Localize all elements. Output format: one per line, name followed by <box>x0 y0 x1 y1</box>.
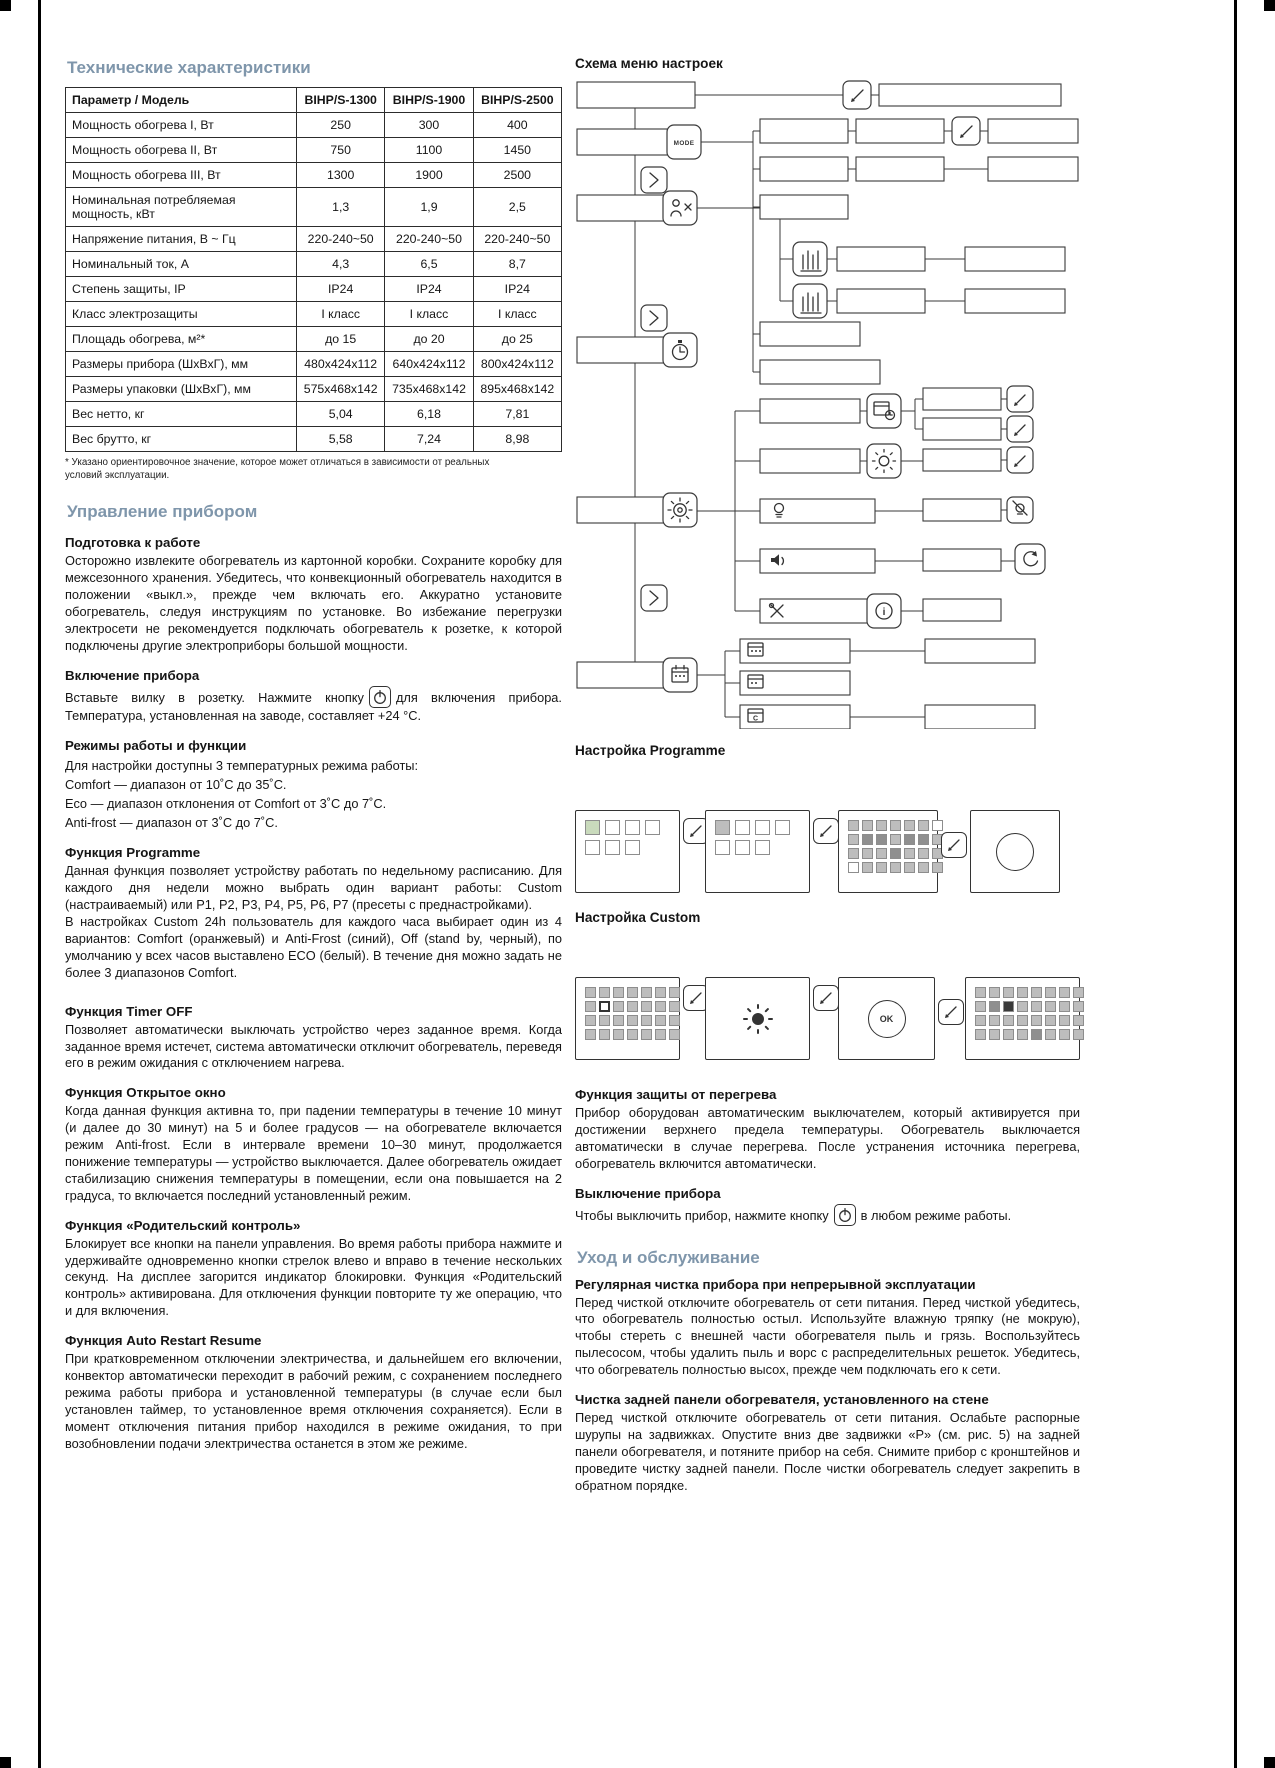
section-title-open-window: Функция Открытое окно <box>65 1085 226 1101</box>
param-label: Вес брутто, кг <box>66 427 297 452</box>
menu-node <box>760 449 860 473</box>
menu-node <box>856 119 944 143</box>
menu-diagram-title: Схема меню настроек <box>575 56 723 71</box>
ok-button <box>996 833 1034 871</box>
modes-line: Для настройки доступны 3 температурных режима работы: <box>65 757 419 773</box>
power-button-icon <box>369 686 391 708</box>
hour-cell <box>932 820 943 831</box>
specs-table <box>65 87 562 452</box>
menu-node <box>925 705 1035 729</box>
section-title-timer-off: Функция Timer OFF <box>65 1003 193 1019</box>
programme-screen-hour-grid <box>838 810 938 893</box>
hour-cell <box>848 834 859 845</box>
menu-node <box>923 418 1001 440</box>
calendar-clock-icon <box>867 394 901 428</box>
section-body-power-off <box>575 1204 1080 1226</box>
section-body-back-panel: Перед чисткой отключите обогреватель от сети питания. Ослабьте распорные шурупы на задвижках. Опустите вниз две задвижки «P» (см. рис. 5) на задней панели обогревателя, и потяните прибор на себя. Снимите прибор с кронштейнов и проведите чистку задней панели. После чистки обогреватель следует закрепить в обратном порядке. <box>575 1410 1080 1493</box>
param-value: 1300 <box>297 163 385 188</box>
hour-cell <box>605 840 620 855</box>
custom-screen-confirm <box>838 977 935 1060</box>
hour-cell <box>862 820 873 831</box>
gear-icon <box>663 493 697 527</box>
power-on-text-before: Вставьте вилку в розетку. Нажмите кнопку <box>65 689 364 705</box>
section-body-auto-restart: При кратковременном отключении электричества, и дальнейшем его включении, конвектор автоматически переходит в рабочий режим, с сохранением последнего режима работы прибора и установленной температуры (в случае если был установлен таймер, то установленное время отключения сохраняется). Если в момент отключения питания прибор находился в режиме ожидания, то при возобновлении подачи электричества останется в этом же режиме. <box>65 1351 562 1451</box>
hour-cell <box>735 840 750 855</box>
programme-screen-preset-select <box>705 810 810 893</box>
hour-cell <box>876 820 887 831</box>
param-value: 220-240~50 <box>297 227 385 252</box>
table-row <box>66 302 562 327</box>
menu-node <box>923 549 1001 571</box>
param-value: 750 <box>297 138 385 163</box>
table-row <box>66 352 562 377</box>
programme-screen-day-select <box>575 810 680 893</box>
hour-cell <box>735 820 750 835</box>
model-header: BIHP/S-1900 <box>385 88 473 113</box>
reset-icon <box>1015 544 1045 574</box>
param-value: до 25 <box>473 327 561 352</box>
hour-cell <box>848 848 859 859</box>
param-value: I класс <box>385 302 473 327</box>
param-label: Напряжение питания, В ~ Гц <box>66 227 297 252</box>
edit-pencil-icon <box>813 818 839 844</box>
chevron-right-icon <box>641 167 667 193</box>
power-off-text-after: в любом режиме работы. <box>860 1207 1012 1223</box>
param-value: 5,04 <box>297 402 385 427</box>
menu-node <box>965 289 1065 313</box>
programme-panels <box>575 810 1080 896</box>
hour-cell <box>627 1001 638 1012</box>
hour-cell <box>890 848 901 859</box>
menu-node <box>879 84 1061 106</box>
hour-cell <box>599 1001 610 1012</box>
hour-cell <box>890 834 901 845</box>
param-value: 1450 <box>473 138 561 163</box>
param-label: Номинальная потребляемая мощность, кВт <box>66 188 297 227</box>
hour-cell <box>1031 1029 1042 1040</box>
param-value: 735x468x142 <box>385 377 473 402</box>
table-footnote: * Указано ориентировочное значение, которое может отличаться в зависимости от реальных условий эксплуатации. <box>65 457 490 481</box>
param-value: 1,3 <box>297 188 385 227</box>
hour-cell <box>1059 1029 1070 1040</box>
hour-cell <box>655 987 666 998</box>
programme-title: Настройка Programme <box>575 743 726 758</box>
menu-node <box>760 499 875 523</box>
crop-mark-corner <box>0 0 11 11</box>
ok-button <box>868 1000 906 1038</box>
right-column <box>575 56 1080 1494</box>
sun-icon <box>741 1002 775 1036</box>
section-title-power-on: Включение прибора <box>65 667 200 683</box>
param-value: 2,5 <box>473 188 561 227</box>
param-value: 1100 <box>385 138 473 163</box>
timer-icon <box>663 333 697 367</box>
hour-cell <box>613 1015 624 1026</box>
specs-table-head-row <box>66 88 562 113</box>
menu-node <box>923 449 1001 471</box>
hour-cell <box>876 862 887 873</box>
hour-cell <box>625 820 640 835</box>
param-value: 640x424x112 <box>385 352 473 377</box>
hour-cell <box>613 987 624 998</box>
param-value: до 15 <box>297 327 385 352</box>
crop-mark-right-edge <box>1234 0 1237 1768</box>
hour-cell <box>848 820 859 831</box>
param-label: Площадь обогрева, м²* <box>66 327 297 352</box>
crop-mark-corner <box>1264 1757 1275 1768</box>
hour-cell <box>1003 1029 1014 1040</box>
param-header: Параметр / Модель <box>66 88 297 113</box>
menu-node <box>760 322 860 346</box>
table-row <box>66 402 562 427</box>
hour-cell <box>876 848 887 859</box>
hour-cell <box>904 834 915 845</box>
hour-cell <box>1045 1001 1056 1012</box>
param-value: 220-240~50 <box>385 227 473 252</box>
section-body-prepare: Осторожно извлеките обогреватель из картонной коробки. Сохраните коробку для межсезонного хранения. Убедитесь, что конвекционный обогреватель находится в положении «выкл.», прежде чем включать его. Аккуратно установите обогреватель, следуя инструкциям по установке. Во избежание перегрузки электросети не рекомендуется подключать обогреватель к розетке, к которой подключены другие электроприборы большой мощности. <box>65 553 562 653</box>
custom-screen-hour-select <box>575 977 680 1060</box>
section-body-open-window: Когда данная функция активна то, при падении температуры в течение 10 минут (и далее до 30 минут) на 5 и более градусов — на обогревателе включается режим Anti-frost. Если в интервале времени 10–30 минут, продолжается понижение температуры — устройство выключается. Далее обогреватель ожидает стабилизацию снижения температуры в помещении, если она повышается на 2 градуса, то включается последний установленный режим. <box>65 1103 562 1203</box>
menu-node <box>923 388 1001 410</box>
model-header: BIHP/S-1300 <box>297 88 385 113</box>
menu-node <box>760 360 880 384</box>
table-row <box>66 252 562 277</box>
table-row <box>66 277 562 302</box>
hour-cell <box>862 834 873 845</box>
param-value: 7,81 <box>473 402 561 427</box>
section-body-power-on <box>65 686 562 725</box>
table-row <box>66 113 562 138</box>
edit-pencil-icon <box>1007 447 1033 473</box>
hour-cell <box>1031 1015 1042 1026</box>
hour-cell <box>613 1001 624 1012</box>
hour-cell <box>655 1029 666 1040</box>
section-body-cleaning: Перед чисткой отключите обогреватель от сети питания. Перед чисткой убедитесь, что обогреватель полностью остыл. Используйте влажную тряпку (не мокрую), чтобы стереть с внешней части обогревателя пыль и грязь. Воспользуйтесь пылесосом, чтобы удалить пыль и ворс с распределительных решеток. Убедитесь, что обогреватель полностью высох, прежде чем подключать его к сети. <box>575 1294 1080 1378</box>
hour-cell <box>1017 1001 1028 1012</box>
hour-cell <box>1059 987 1070 998</box>
table-row <box>66 163 562 188</box>
hour-cell <box>655 1015 666 1026</box>
model-header: BIHP/S-2500 <box>473 88 561 113</box>
param-value: 250 <box>297 113 385 138</box>
param-value: 800x424x112 <box>473 352 561 377</box>
info-icon <box>867 594 901 628</box>
menu-node <box>760 399 860 423</box>
hour-cell <box>904 848 915 859</box>
hour-cell <box>975 987 986 998</box>
hour-cell <box>669 987 680 998</box>
table-row <box>66 138 562 163</box>
hour-cell <box>641 1029 652 1040</box>
radiator-icon <box>793 284 827 318</box>
menu-node <box>837 289 925 313</box>
hour-cell <box>715 820 730 835</box>
param-label: Размеры упаковки (ШхВхГ), мм <box>66 377 297 402</box>
param-value: IP24 <box>297 277 385 302</box>
param-value: 220-240~50 <box>473 227 561 252</box>
hour-cell <box>932 862 943 873</box>
param-value: 6,18 <box>385 402 473 427</box>
hour-cell <box>890 820 901 831</box>
hour-cell <box>585 840 600 855</box>
mode-button-label: MODE <box>673 140 695 147</box>
param-label: Степень защиты, IP <box>66 277 297 302</box>
menu-node <box>856 157 944 181</box>
param-value: IP24 <box>473 277 561 302</box>
menu-node <box>577 82 695 108</box>
hour-cell <box>669 1029 680 1040</box>
param-value: 8,98 <box>473 427 561 452</box>
table-row <box>66 327 562 352</box>
hour-cell <box>904 820 915 831</box>
hour-cell <box>1045 1015 1056 1026</box>
edit-pencil-icon <box>952 117 980 145</box>
hour-cell <box>641 1001 652 1012</box>
hour-cell <box>989 1001 1000 1012</box>
custom-screen-mode-select <box>705 977 810 1060</box>
calendar-icon <box>663 658 697 692</box>
hour-cell <box>669 1001 680 1012</box>
hour-cell <box>655 1001 666 1012</box>
hour-cell <box>1017 1015 1028 1026</box>
hour-cell <box>613 1029 624 1040</box>
param-label: Класс электрозащиты <box>66 302 297 327</box>
hour-cell <box>641 1015 652 1026</box>
hour-cell <box>876 834 887 845</box>
hour-cell <box>1059 1001 1070 1012</box>
menu-node <box>988 157 1078 181</box>
hour-cell <box>1003 987 1014 998</box>
hour-cell <box>599 987 610 998</box>
section-title-power-off: Выключение прибора <box>575 1185 721 1201</box>
hour-cell <box>715 840 730 855</box>
param-value: I класс <box>297 302 385 327</box>
hour-cell <box>1073 987 1084 998</box>
care-title: Уход и обслуживание <box>577 1247 760 1267</box>
svg-text:C: C <box>752 715 759 723</box>
menu-node <box>923 599 1001 621</box>
hour-cell <box>627 1015 638 1026</box>
hour-cell <box>904 862 915 873</box>
hour-cell <box>1073 1001 1084 1012</box>
section-body-timer-off: Позволяет автоматически выключать устройство через заданное время. Когда заданное время истечет, система автоматически отключит обогреватель, переведя его в режим ожидания с отключением нагрева. <box>65 1021 562 1071</box>
hour-cell <box>862 862 873 873</box>
hour-cell <box>918 820 929 831</box>
param-label: Мощность обогрева III, Вт <box>66 163 297 188</box>
hour-cell <box>918 848 929 859</box>
edit-pencil-icon <box>843 81 871 109</box>
hour-cell <box>1073 1029 1084 1040</box>
param-value: 575x468x142 <box>297 377 385 402</box>
modes-line: Comfort — диапазон от 10˚C до 35˚C. <box>65 776 287 792</box>
hour-cell <box>848 862 859 873</box>
edit-pencil-icon <box>1007 416 1033 442</box>
control-title: Управление прибором <box>67 502 258 522</box>
hour-cell <box>605 820 620 835</box>
hour-cell <box>975 1015 986 1026</box>
hour-cell <box>989 1015 1000 1026</box>
param-value: 5,58 <box>297 427 385 452</box>
menu-node <box>760 157 848 181</box>
hour-cell <box>975 1001 986 1012</box>
custom-screen-result-grid <box>965 977 1080 1060</box>
table-row <box>66 227 562 252</box>
section-title-cleaning: Регулярная чистка прибора при непрерывной эксплуатации <box>575 1276 976 1292</box>
menu-node <box>923 499 1001 521</box>
edit-pencil-icon <box>813 985 839 1011</box>
param-value: 8,7 <box>473 252 561 277</box>
menu-node <box>760 119 848 143</box>
menu-node <box>837 247 925 271</box>
section-title-overheat: Функция защиты от перегрева <box>575 1087 777 1102</box>
param-value: 300 <box>385 113 473 138</box>
section-body-parental: Блокирует все кнопки на панели управления. Во время работы прибора нажмите и удерживайте одновременно кнопки стрелок влево и вправо в течение нескольких секунд. На дисплее загорится индикатор блокировки. Функция «Родительский контроль» активирована. Для отключения функции повторите ту же операцию, что и для включения. <box>65 1235 562 1319</box>
crop-mark-corner <box>0 1757 11 1768</box>
hour-cell <box>627 1029 638 1040</box>
section-title-prepare: Подготовка к работе <box>65 535 201 551</box>
menu-node <box>760 195 848 219</box>
param-value: 1,9 <box>385 188 473 227</box>
param-label: Мощность обогрева I, Вт <box>66 113 297 138</box>
hour-cell <box>585 1015 596 1026</box>
hour-cell <box>1031 987 1042 998</box>
param-label: Мощность обогрева II, Вт <box>66 138 297 163</box>
section-title-modes: Режимы работы и функции <box>65 737 247 753</box>
param-value: 2500 <box>473 163 561 188</box>
specs-table-body <box>66 113 562 452</box>
param-value: до 20 <box>385 327 473 352</box>
section-title-programme: Функция Programme <box>65 845 201 861</box>
hour-cell <box>1003 1015 1014 1026</box>
hour-cell <box>890 862 901 873</box>
section-title-back-panel: Чистка задней панели обогревателя, установленного на стене <box>575 1392 989 1408</box>
param-value: IP24 <box>385 277 473 302</box>
settings-menu-diagram <box>575 77 1080 729</box>
section-title-auto-restart: Функция Auto Restart Resume <box>65 1333 262 1349</box>
hour-cell <box>989 987 1000 998</box>
edit-pencil-icon <box>1007 386 1033 412</box>
programme-screen-confirm <box>970 810 1060 893</box>
table-row <box>66 427 562 452</box>
custom-panels <box>575 977 1080 1063</box>
hour-cell <box>755 840 770 855</box>
param-value: 7,24 <box>385 427 473 452</box>
param-value: I класс <box>473 302 561 327</box>
hour-cell <box>1045 1029 1056 1040</box>
ok-label: OK <box>879 1013 894 1024</box>
modes-line: Eco — диапазон отклонения от Comfort от 3˚C до 7˚C. <box>65 796 387 812</box>
param-value: 1900 <box>385 163 473 188</box>
hour-cell <box>585 820 600 835</box>
power-off-text-before: Чтобы выключить прибор, нажмите кнопку <box>575 1207 829 1223</box>
hour-cell <box>1003 1001 1014 1012</box>
hour-cell <box>625 840 640 855</box>
child-lock-icon <box>663 191 697 225</box>
edit-pencil-icon <box>938 999 964 1025</box>
param-value: 400 <box>473 113 561 138</box>
param-label: Номинальный ток, А <box>66 252 297 277</box>
hour-cell <box>1017 987 1028 998</box>
hour-cell <box>755 820 770 835</box>
param-value: 6,5 <box>385 252 473 277</box>
modes-line: Anti-frost — диапазон от 3˚C до 7˚C. <box>65 815 278 831</box>
chevron-right-icon <box>641 305 667 331</box>
table-row <box>66 188 562 227</box>
hour-cell <box>669 1015 680 1026</box>
power-button-icon <box>834 1204 856 1226</box>
hour-cell <box>1073 1015 1084 1026</box>
hour-cell <box>585 1001 596 1012</box>
edit-pencil-icon <box>941 832 967 858</box>
hour-cell <box>1059 1015 1070 1026</box>
specs-title: Технические характеристики <box>67 58 311 77</box>
section-body-overheat: Прибор оборудован автоматическим выключателем, который активируется при достижении верхнего предела температуры. Обогреватель выключается автоматически в случае перегрева. После устранения источника перегрева, обогреватель включится автоматически. <box>575 1105 1080 1171</box>
mode-button-icon <box>667 125 701 159</box>
hour-cell <box>1017 1029 1028 1040</box>
hour-cell <box>1045 987 1056 998</box>
hour-cell <box>599 1029 610 1040</box>
hour-cell <box>862 848 873 859</box>
menu-node <box>988 119 1078 143</box>
crop-mark-corner <box>1264 0 1275 11</box>
param-value: 895x468x142 <box>473 377 561 402</box>
menu-node <box>965 247 1065 271</box>
crop-mark-left-edge <box>38 0 41 1768</box>
table-row <box>66 377 562 402</box>
menu-node <box>925 639 1035 663</box>
hour-cell <box>641 987 652 998</box>
section-body-programme-1: Данная функция позволяет устройству работать по недельному расписанию. Для каждого дня недели можно выбрать один вариант работы: Custom (настраиваемый) или P1, P2, P3, P4, P5, P6, P7 (пресеты с преднастройками). <box>65 863 562 913</box>
chevron-right-icon <box>641 585 667 611</box>
param-value: 480x424x112 <box>297 352 385 377</box>
radiator-icon <box>793 242 827 276</box>
left-column <box>65 58 562 1453</box>
hour-cell <box>918 862 929 873</box>
hour-cell <box>918 834 929 845</box>
param-label: Вес нетто, кг <box>66 402 297 427</box>
hour-cell <box>627 987 638 998</box>
hour-cell <box>975 1029 986 1040</box>
sun-icon <box>867 444 901 478</box>
section-title-parental: Функция «Родительский контроль» <box>65 1217 301 1233</box>
param-label: Размеры прибора (ШхВхГ), мм <box>66 352 297 377</box>
hour-cell <box>599 1015 610 1026</box>
bulb-off-icon <box>1007 497 1033 523</box>
hour-cell <box>585 1029 596 1040</box>
hour-cell <box>1031 1001 1042 1012</box>
hour-cell <box>585 987 596 998</box>
param-value: 4,3 <box>297 252 385 277</box>
hour-cell <box>645 820 660 835</box>
hour-cell <box>989 1029 1000 1040</box>
power-on-text-after: для включения прибора. Температура, установленная на заводе, составляет +24 °C. <box>65 689 562 723</box>
custom-title: Настройка Custom <box>575 910 701 925</box>
section-body-programme-2: В настройках Custom 24h пользователь для каждого часа выбирает один из 4 вариантов: Comfort (оранжевый) и Anti-Frost (синий), Off (stand by, черный), по умолчанию у всех часов выставлено ECO (белый). В течение дня можно задать не более 3 диапазонов Comfort. <box>65 914 562 980</box>
hour-cell <box>775 820 790 835</box>
svg-text:i: i <box>882 607 886 618</box>
